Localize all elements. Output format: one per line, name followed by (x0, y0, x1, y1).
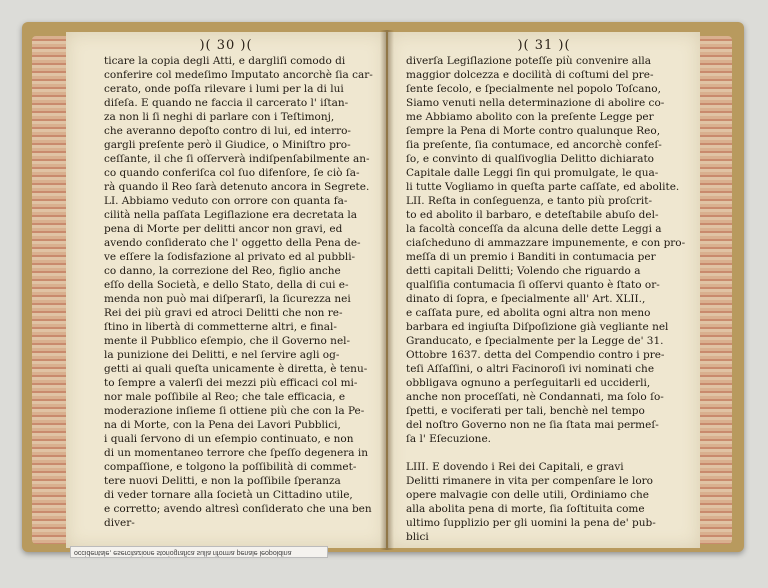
text-line: di veder tornare alla ſocietà un Cittadino utile, (104, 489, 353, 501)
text-line: za non li ſi neghi di parlare con i Teſtimonj, (104, 111, 335, 123)
text-line: la punizione dei Delitti, e nel ſervire agli og- (104, 349, 340, 361)
text-line: ſpetti, e vociferati per tali, benchè nel tempo (406, 405, 645, 417)
text-line: me Abbiamo abolito con la preſente Legge per (406, 111, 654, 123)
text-line: eſſo della Società, e dello Stato, della di cui e- (104, 279, 349, 291)
page-edges-right (698, 36, 732, 544)
text-line: del noſtro Governo non ne ſia ſtata mai permeſ- (406, 419, 659, 431)
text-line: dinato di ſopra, e ſpecialmente all' Art. XLII., (406, 293, 646, 305)
text-line: moderazione inſieme ſi ottiene più che con la Pe- (104, 405, 365, 417)
text-line: nor male poſſibile al Reo; che tale efficacia, e (104, 391, 346, 403)
text-line: blici (406, 531, 429, 543)
text-line: na di Morte, con la Pena dei Lavori Pubblici, (104, 419, 341, 431)
text-line: barbara ed ingiuſta Diſpoſizione già vegliante nel (406, 321, 669, 333)
text-line: co quando conferiſca col ſuo difenſore, ſe ciò ſa- (104, 167, 360, 179)
text-line: compaſſione, e tolgono la poſſibilità di commet- (104, 461, 357, 473)
text-line: Capitale dalle Leggi ſin qui promulgate, le qua- (406, 167, 659, 179)
left-page (66, 32, 386, 548)
text-line: cilità nella paſſata Legiſlazione era decretata la (104, 209, 357, 221)
text-line: diverſa Legiſlazione poteſſe più convenire alla (406, 55, 652, 67)
text-line: ticare la copia degli Atti, e dargliſi comodo di (104, 55, 346, 67)
text-line: meſſa di un premio i Banditi in contumacia per (406, 251, 656, 263)
text-line: ſempre la Pena di Morte contro qualunque Reo, (406, 125, 661, 137)
text-line: conferire col medeſimo Imputato ancorchè ſia car- (104, 69, 373, 81)
text-line: getti ai quali queſta unicamente è diretta, è tenu- (104, 363, 368, 375)
text-line: ſente ſecolo, e ſpecialmente nel popolo Toſcano, (406, 83, 661, 95)
text-line: i quali ſervono di un eſempio continuato, e non (104, 433, 354, 445)
text-line: diſeſa. E quando ne faccia il carcerato l' iſtan- (104, 97, 349, 109)
text-line: rà quando il Reo ſarà detenuto ancora in Segrete. (104, 181, 370, 193)
text-line: avendo conſiderato che l' oggetto della Pena de- (104, 237, 361, 249)
page-edges-left (32, 36, 66, 544)
text-line: ſa l' Eſecuzione. (406, 433, 491, 445)
right-page-number: )( 31 )( (517, 38, 571, 53)
text-line: ſia preſente, ſia contumace, ed ancorchè confeſ- (406, 139, 662, 151)
text-line: Ottobre 1637. detta del Compendio contro i pre- (406, 349, 665, 361)
text-line: Granducato, e ſpecialmente per la Legge de' 31. (406, 335, 664, 347)
text-line: ve eſſere la ſodisfazione al privato ed al pubbli- (104, 251, 356, 263)
text-line: anche non proceſſati, nè Condannati, ma ſolo ſo- (406, 391, 664, 403)
text-line: mente il Pubblico eſempio, che il Governo nel- (104, 335, 351, 347)
text-line: pena di Morte per delitti ancor non gravi, ed (104, 223, 343, 235)
text-line: e corretto; avendo altresì conſiderato che una ben (104, 503, 372, 515)
text-line: ſtino in libertà di commetterne altri, e final- (104, 321, 337, 333)
right-page (388, 32, 700, 548)
text-line: la facoltà conceſſa da alcuna delle dette Leggi a (406, 223, 662, 235)
text-line: li tutte Vogliamo in queſta parte caſſate, ed abolite. (406, 181, 680, 193)
text-line: LI. Abbiamo veduto con orrore con quanta fa- (104, 195, 348, 207)
text-line: to ſempre a valerſi dei mezzi più efficaci col mi- (104, 377, 358, 389)
text-line: ultimo ſupplizio per gli uomini la pena de' pub- (406, 517, 656, 529)
text-line: Delitti rimanere in vita per compenſare le loro (406, 475, 653, 487)
text-line: alla abolita pena di morte, ſia ſoſtituita come (406, 503, 645, 515)
text-line: qualſiſia contumacia ſi oſſervi quanto è ſtato or- (406, 279, 660, 291)
text-line: che averanno depoſto contro di lui, ed interro- (104, 125, 351, 137)
text-line: e caſſata pure, ed abolita ogni altra non meno (406, 307, 651, 319)
left-page-number: )( 30 )( (199, 38, 253, 53)
text-line: maggior dolcezza e docilità di coſtumi del pre- (406, 69, 654, 81)
text-line: ciaſcheduno di ammazzare impunemente, e con pro- (406, 237, 686, 249)
text-line: teſi Aſſaſſini, o altri Facinoroſi ivi nominati che (406, 363, 655, 375)
text-line: detti capitali Delitti; Volendo che riguardo a (406, 265, 641, 277)
text-line: tere nuovi Delitti, e non la poſſibile ſperanza (104, 475, 341, 487)
text-line: di un momentaneo terrore che ſpeſſo degenera in (104, 447, 369, 459)
text-line: opere malvagie con delle utili, Ordiniamo che (406, 489, 650, 501)
text-line: ſo, e convinto di qualſivoglia Delitto dichiarato (406, 153, 654, 165)
book-gutter (380, 30, 394, 550)
text-line: Siamo venuti nella determinazione di abolire co- (406, 97, 665, 109)
text-line: cerato, onde poſſa rilevare i lumi per la di lui (104, 83, 344, 95)
text-line: ceſſante, il che ſi oſſerverà indiſpenſabilmente an- (104, 153, 370, 165)
text-line: gargli preſente però il Giudice, o Miniſtro pro- (104, 139, 351, 151)
text-line: obbligava ognuno a perſeguitarli ed ucciderli, (406, 377, 651, 389)
text-line: diver- (104, 517, 135, 529)
text-line: LII. Reſta in conſeguenza, e tanto più proſcrit- (406, 195, 653, 207)
text-line: co danno, la correzione del Reo, figlio anche (104, 265, 341, 277)
text-line: Rei dei più gravi ed atroci Delitti che non re- (104, 307, 343, 319)
text-line: menda non può mai diſperarſi, la ſicurezza nei (104, 293, 351, 305)
text-line: to ed abolito il barbaro, e deteſtabile abuſo del- (406, 209, 659, 221)
slip-label: occidentale, esercitazione storiografica sulla riforma penale leopoldina (70, 546, 328, 558)
text-line: LIII. E dovendo i Rei dei Capitali, e gravi (406, 461, 624, 473)
